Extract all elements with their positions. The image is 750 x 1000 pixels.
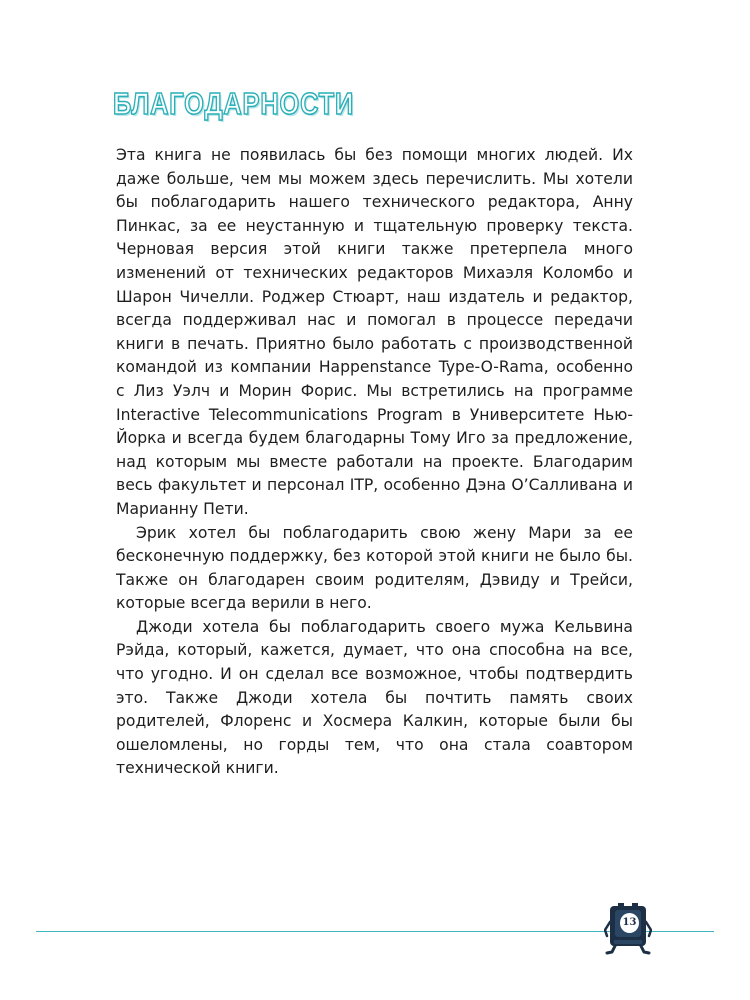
paragraph-3: Джоди хотела бы поблагодарить своего мужа Кельвина Рэйда, который, кажется, думает, что она способна на все, что угодно. И он сделал все возможное, чтобы подтвердить это. Также Джоди хотела бы почтить память своих родителей, Флоренс и Хосмера Калкин, которые были бы ошеломлены, но горды тем, что она стала соавтором технической книги. bbox=[116, 617, 633, 778]
acknowledgements-text bbox=[116, 144, 633, 781]
page-number: 13 bbox=[620, 913, 639, 933]
chapter-heading: БЛАГОДАРНОСТИ bbox=[113, 86, 355, 121]
paragraph-1: Эта книга не появилась бы без помощи многих людей. Их даже больше, чем мы можем здесь перечислить. Мы хотели бы поблагодарить нашего технического редактора, Анну Пинкас, за ее неустанную и тщательную проверку текста. Черновая версия этой книги также претерпела много изменений от технических редакторов Михаэля Коломбо и Шарон Чичелли. Роджер Стюарт, наш издатель и редактор, всегда поддерживал нас и помогал в процессе передачи книги в печать. Приятно было работать с производственной командой из компании Happenstance Type-O-Rama, особенно с Лиз Уэлч и Морин Форис. Мы встретились на программе Interactive Telecommunications Program в Университете Нью-Йорка и всегда будем благодарны Тому Иго за предложение, над которым мы вместе работали на проекте. Благодарим весь факультет и персонал ITP, особенно Дэна О’Салливана и Марианну Пети. bbox=[116, 146, 633, 518]
paragraph-2: Эрик хотел бы поблагодарить свою жену Мари за ее бесконечную поддержку, без которой этой книги не было бы. Также он благодарен своим родителям, Дэвиду и Трейси, которые всегда верили в него. bbox=[116, 523, 633, 613]
